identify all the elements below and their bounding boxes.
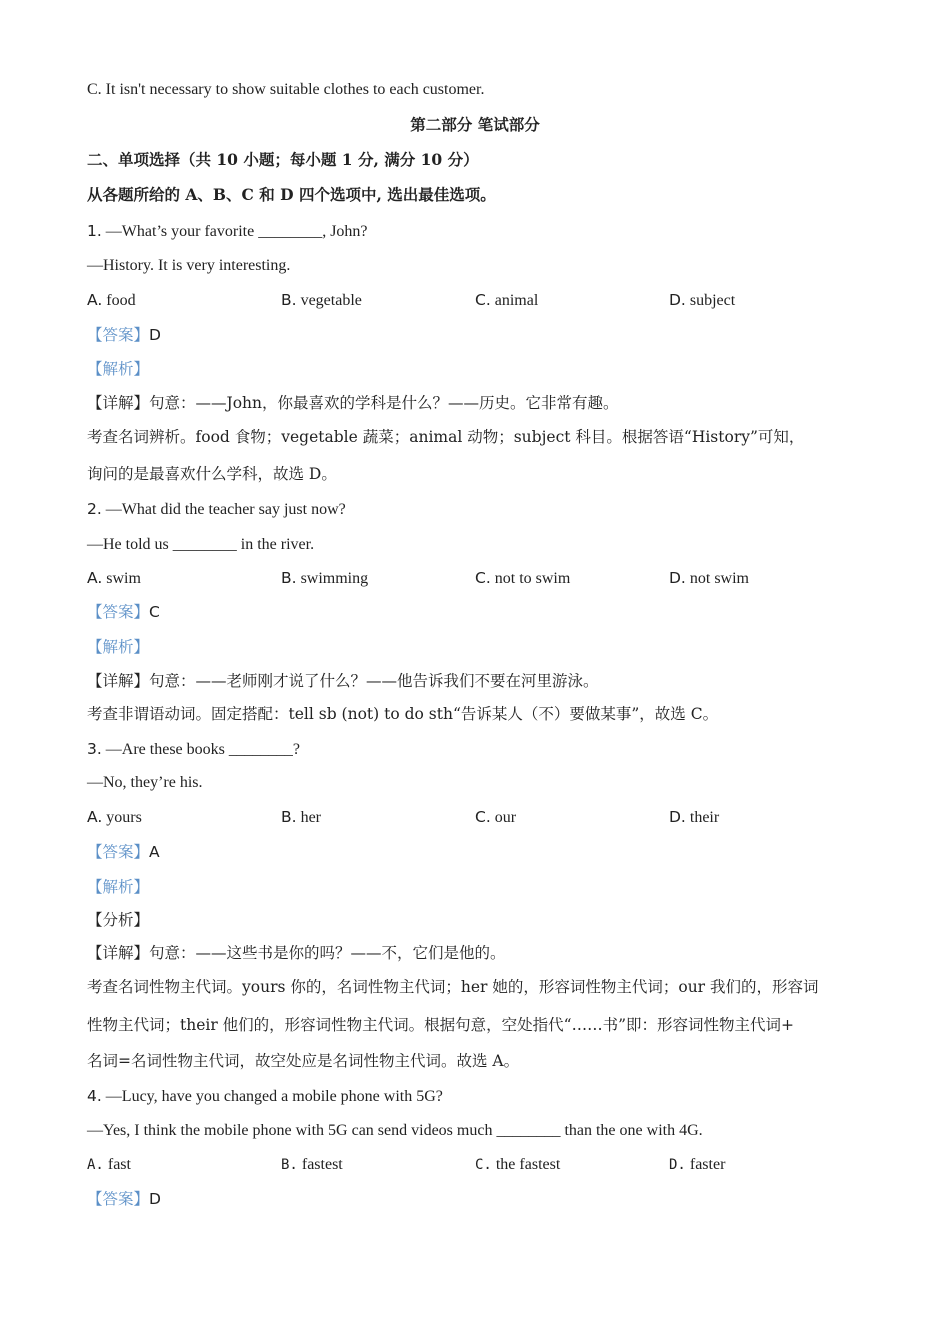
option-text: yours [102, 809, 142, 826]
option-letter: B. [281, 1157, 298, 1173]
option-text: their [685, 809, 720, 826]
q3-explain-line-1: 考查名词性物主代词。yours 你的，名词性物主代词；her 她的，形容词性物主代词；our 我们的，形容词 [87, 978, 819, 996]
q2-option-b [281, 567, 368, 590]
option-letter: A. [87, 1157, 104, 1173]
q3-answer [87, 841, 160, 864]
answer-label: 【答案】 [87, 1190, 150, 1208]
option-letter: A. [87, 808, 103, 826]
q2-explain-line-1: 考查非谓语动词。固定搭配：tell sb (not) to do sth“告诉某人（不）要做某事”，故选 C。 [87, 705, 719, 723]
option-text: fastest [297, 1156, 343, 1173]
q1-option-d [669, 289, 735, 312]
q3-analysis-label: 【解析】 [87, 878, 150, 896]
option-letter: C. [475, 291, 491, 309]
answer-value: A [149, 843, 160, 861]
section-title: 二、单项选择（共 10 小题；每小题 1 分, 满分 10 分） [87, 150, 479, 169]
option-text: the fastest [491, 1156, 561, 1173]
answer-label: 【答案】 [87, 843, 150, 861]
question-2-stem [87, 498, 346, 521]
option-letter: C. [475, 569, 491, 587]
option-text: faster [685, 1156, 726, 1173]
question-4-reply: —Yes, I think the mobile phone with 5G can send videos much ________ than the one with 4G. [87, 1122, 703, 1139]
q1-option-a [87, 289, 136, 312]
q3-fenxi-label: 【分析】 [87, 911, 150, 929]
question-text: —Are these books ________? [101, 741, 300, 758]
q3-option-d [669, 806, 719, 829]
option-letter: D. [669, 1157, 686, 1173]
option-letter: B. [281, 808, 297, 826]
q1-answer [87, 324, 161, 347]
section-instruction: 从各题所给的 A、B、C 和 D 四个选项中, 选出最佳选项。 [87, 185, 496, 204]
option-text: fast [103, 1156, 131, 1173]
question-3-stem [87, 738, 300, 761]
question-number: 3. [87, 740, 102, 758]
q1-analysis-label: 【解析】 [87, 360, 150, 378]
option-text: subject [685, 292, 736, 309]
question-1-reply: —History. It is very interesting. [87, 257, 291, 274]
option-letter: B. [281, 569, 297, 587]
question-text: —What did the teacher say just now? [101, 501, 346, 518]
q1-explain-line-1: 考查名词辨析。food 食物；vegetable 蔬菜；animal 动物；subject 科目。根据答语“History”可知， [87, 428, 805, 446]
option-letter: D. [669, 808, 686, 826]
intro-option-c: C. It isn't necessary to show suitable clothes to each customer. [87, 81, 485, 98]
option-text: not swim [685, 570, 749, 587]
q4-option-c [475, 1154, 560, 1176]
q4-answer [87, 1188, 161, 1211]
q4-option-a [87, 1154, 131, 1176]
option-letter: D. [669, 291, 686, 309]
q2-detail: 【详解】句意：——老师刚才说了什么？——他告诉我们不要在河里游泳。 [87, 672, 599, 690]
q1-explain-line-2: 询问的是最喜欢什么学科，故选 D。 [87, 465, 337, 483]
q2-answer [87, 601, 160, 624]
option-text: not to swim [490, 570, 571, 587]
question-1-stem [87, 220, 368, 243]
q1-option-b [281, 289, 362, 312]
q4-option-d [669, 1154, 725, 1176]
option-text: vegetable [296, 292, 362, 309]
q3-explain-line-2: 性物主代词；their 他们的，形容词性物主代词。根据句意，空处指代“……书”即：形容词性物主代词+ [87, 1016, 795, 1034]
option-letter: C. [475, 808, 491, 826]
option-text: animal [490, 292, 539, 309]
option-text: her [296, 809, 321, 826]
q3-detail: 【详解】句意：——这些书是你的吗？——不，它们是他的。 [87, 944, 506, 962]
part-title: 第二部分 笔试部分 [410, 115, 540, 134]
option-text: swim [102, 570, 141, 587]
option-text: swimming [296, 570, 369, 587]
option-letter: A. [87, 291, 103, 309]
option-letter: B. [281, 291, 297, 309]
q1-detail: 【详解】句意：——John，你最喜欢的学科是什么？——历史。它非常有趣。 [87, 394, 619, 412]
question-text: —What’s your favorite ________, John? [101, 223, 368, 240]
q3-explain-line-3: 名词=名词性物主代词，故空处应是名词性物主代词。故选 A。 [87, 1052, 520, 1070]
answer-label: 【答案】 [87, 603, 150, 621]
option-letter: C. [475, 1157, 492, 1173]
question-text: —Lucy, have you changed a mobile phone with 5G? [101, 1088, 443, 1105]
question-2-reply: —He told us ________ in the river. [87, 536, 315, 553]
q3-option-c [475, 806, 516, 829]
q3-option-b [281, 806, 321, 829]
q2-option-c [475, 567, 570, 590]
option-text: our [490, 809, 517, 826]
question-number: 2. [87, 500, 102, 518]
option-letter: D. [669, 569, 686, 587]
option-letter: A. [87, 569, 103, 587]
q1-option-c [475, 289, 538, 312]
answer-value: C [149, 603, 160, 621]
q2-analysis-label: 【解析】 [87, 638, 150, 656]
question-3-reply: —No, they’re his. [87, 774, 203, 791]
question-4-stem [87, 1085, 443, 1108]
answer-label: 【答案】 [87, 326, 150, 344]
answer-value: D [149, 1190, 161, 1208]
answer-value: D [149, 326, 161, 344]
question-number: 4. [87, 1087, 102, 1105]
q3-option-a [87, 806, 142, 829]
question-number: 1. [87, 222, 102, 240]
q4-option-b [281, 1154, 343, 1176]
option-text: food [102, 292, 136, 309]
q2-option-a [87, 567, 141, 590]
q2-option-d [669, 567, 749, 590]
